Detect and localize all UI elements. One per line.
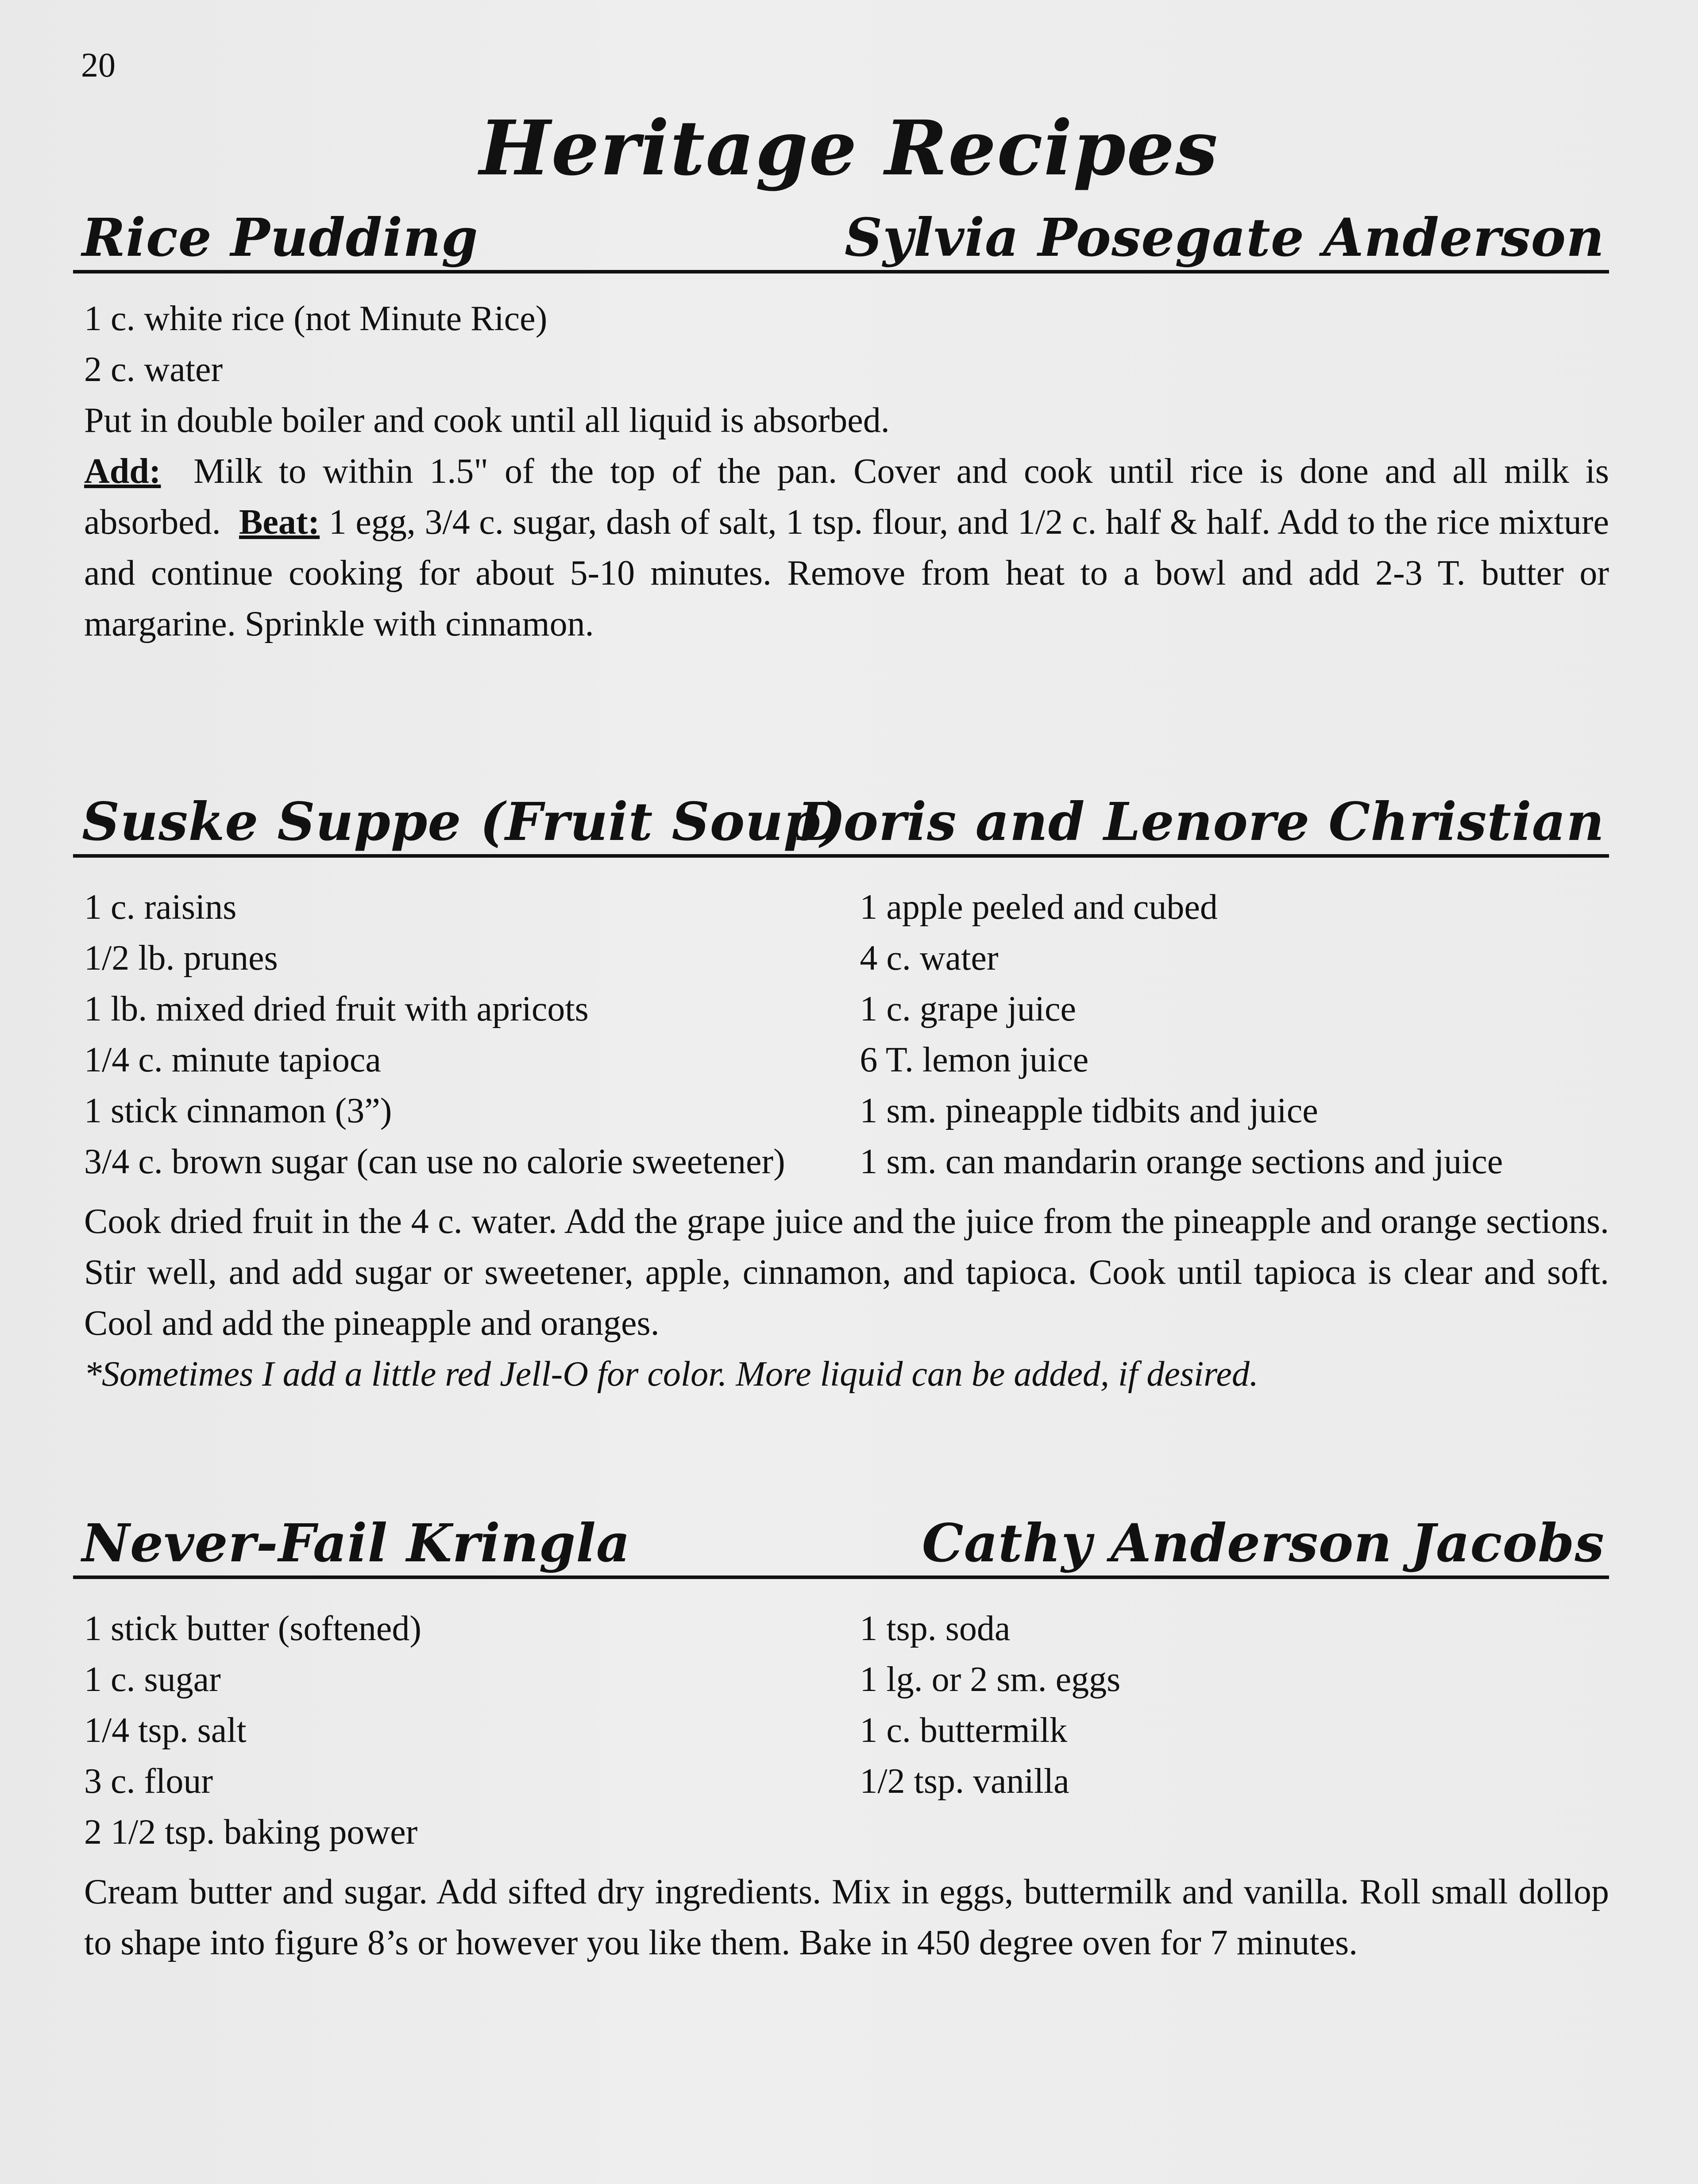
recipe-title: Suske Suppe (Fruit Soup) xyxy=(82,791,846,852)
ingredient-item: 2 c. water xyxy=(84,350,223,389)
ingredient-list-right xyxy=(860,1603,1609,1858)
book-title: Heritage Recipes xyxy=(479,104,1219,193)
direction-step: Put in double boiler and cook until all liquid is absorbed. xyxy=(84,401,890,440)
ingredient-item: 1 apple peeled and cubed xyxy=(860,888,1218,927)
recipe-directions: Cream butter and sugar. Add sifted dry ingredients. Mix in eggs, buttermilk and vanilla. Roll small dollop to shape into figure 8’s or however you like them. Bake in 450 degree oven for 7 minutes. xyxy=(84,1872,1609,1962)
recipe-author: Doris and Lenore Christian xyxy=(798,791,1605,852)
ingredient-columns xyxy=(73,1603,1609,1858)
add-label: Add: xyxy=(84,452,161,491)
ingredient-item: 1 stick cinnamon (3”) xyxy=(84,1091,392,1130)
ingredient-list-left xyxy=(84,882,860,1187)
ingredient-item: 1 c. buttermilk xyxy=(860,1711,1068,1750)
recipe-rice-pudding xyxy=(73,195,1609,650)
recipe-directions: Cook dried fruit in the 4 c. water. Add the grape juice and the juice from the pineapple and orange sections. Stir well, and add sugar or sweetener, apple, cinnamon, and tapioca. Cook until tapioca is clear and soft. Cool and add the pineapple and oranges. xyxy=(84,1202,1609,1343)
ingredient-item: 3/4 c. brown sugar (can use no calorie sweetener) xyxy=(84,1142,785,1181)
add-text: Milk to within 1.5" of the top of the pan. Cover and cook until rice is done and all milk is absorbed. xyxy=(84,452,1609,542)
ingredient-item: 1 c. raisins xyxy=(84,888,237,927)
ingredient-item: 1 c. sugar xyxy=(84,1660,221,1699)
ingredient-item: 1 sm. can mandarin orange sections and juice xyxy=(860,1142,1503,1181)
ingredient-item: 1 stick butter (softened) xyxy=(84,1609,421,1648)
recipe-title: Never-Fail Kringla xyxy=(82,1512,631,1574)
recipe-directions xyxy=(73,446,1609,650)
recipe-title: Rice Pudding xyxy=(82,207,479,268)
page-number: 20 xyxy=(81,46,116,84)
ingredient-list-right xyxy=(860,882,1609,1187)
ingredient-list-left xyxy=(84,1603,860,1858)
recipe-header xyxy=(73,1500,1609,1579)
ingredient-item: 1 sm. pineapple tidbits and juice xyxy=(860,1091,1318,1130)
recipe-note: *Sometimes I add a little red Jell-O for color. More liquid can be added, if desired. xyxy=(84,1355,1258,1394)
ingredient-item: 1/4 tsp. salt xyxy=(84,1711,247,1750)
recipe-author: Sylvia Posegate Anderson xyxy=(845,207,1605,268)
ingredient-item: 1 tsp. soda xyxy=(860,1609,1011,1648)
ingredient-item: 1/4 c. minute tapioca xyxy=(84,1040,381,1079)
ingredient-item: 3 c. flour xyxy=(84,1762,213,1801)
recipe-author: Cathy Anderson Jacobs xyxy=(922,1512,1605,1574)
recipe-never-fail-kringla xyxy=(73,1500,1609,1968)
ingredient-item: 2 1/2 tsp. baking power xyxy=(84,1813,418,1852)
beat-label: Beat: xyxy=(239,503,320,542)
ingredient-item: 1 lb. mixed dried fruit with apricots xyxy=(84,990,589,1028)
ingredient-item: 1/2 tsp. vanilla xyxy=(860,1762,1069,1801)
ingredient-item: 6 T. lemon juice xyxy=(860,1040,1089,1079)
ingredient-columns xyxy=(73,882,1609,1187)
ingredient-item: 1 c. grape juice xyxy=(860,990,1077,1028)
recipe-suske-suppe xyxy=(73,779,1609,1400)
ingredient-item: 1/2 lb. prunes xyxy=(84,939,278,978)
beat-text: 1 egg, 3/4 c. sugar, dash of salt, 1 tsp. flour, and 1/2 c. half & half. Add to the rice mixture and continue cooking for about 5-10 minutes. Remove from heat to a bowl and add 2-3 T. butter or margarine. Sprinkle with cinnamon. xyxy=(84,503,1609,643)
ingredient-item: 4 c. water xyxy=(860,939,999,978)
ingredient-list xyxy=(73,293,1609,446)
recipe-header xyxy=(73,779,1609,858)
ingredient-item: 1 lg. or 2 sm. eggs xyxy=(860,1660,1121,1699)
recipe-header xyxy=(73,195,1609,273)
ingredient-item: 1 c. white rice (not Minute Rice) xyxy=(84,299,548,338)
